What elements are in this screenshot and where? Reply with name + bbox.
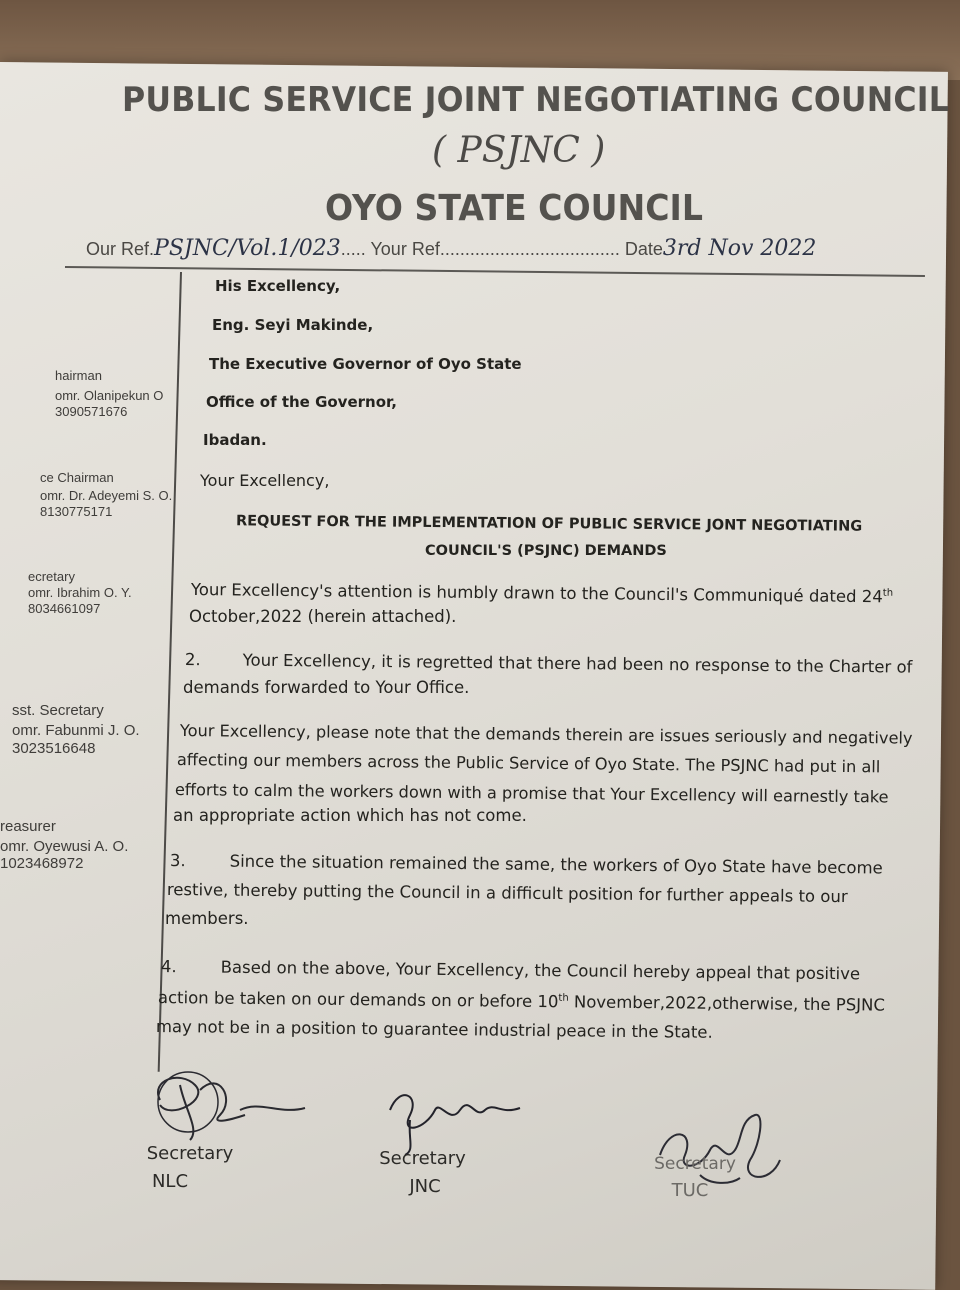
officer-phone: 3090571676 <box>55 404 128 419</box>
subject-line-1: REQUEST FOR THE IMPLEMENTATION OF PUBLIC SERVICE JONT NEGOTIATING <box>235 513 863 535</box>
paragraph-text: November,2022,otherwise, the PSJNC <box>568 992 886 1015</box>
superscript: th <box>882 587 894 599</box>
paragraph-text: Your Excellency, it is regretted that there had been no response to the Charter of <box>242 650 913 677</box>
officer-name: omr. Olanipekun O <box>55 388 164 403</box>
officer-name: omr. Fabunmi J. O. <box>12 722 140 739</box>
paragraph-3-line-1: Your Excellency, please note that the demands therein are issues seriously and negatively <box>179 721 913 748</box>
your-ref-label: ..... Your Ref.................................... Date <box>340 239 663 259</box>
officer-asst-secretary <box>12 702 140 758</box>
paragraph-text: Your Excellency's attention is humbly drawn to the Council's Communiqué dated 24 <box>190 580 883 607</box>
subject-line-2: COUNCIL'S (PSJNC) DEMANDS <box>425 543 667 559</box>
officer-name: omr. Ibrahim O. Y. <box>28 585 132 600</box>
our-ref-value: PSJNC/Vol.1/023 <box>154 236 341 261</box>
officer-secretary <box>28 569 132 617</box>
officer-role: reasurer <box>0 818 56 835</box>
officer-phone: 8130775171 <box>40 504 113 519</box>
officer-name: omr. Oyewusi A. O. <box>0 838 129 855</box>
address-line-2: Eng. Seyi Makinde, <box>212 316 374 334</box>
officer-role: hairman <box>55 368 102 383</box>
our-ref-label: Our Ref. <box>86 239 155 259</box>
signature-jnc-org: JNC <box>409 1176 441 1197</box>
address-line-1: His Excellency, <box>215 277 341 295</box>
paragraph-text: Based on the above, Your Excellency, the Council hereby appeal that positive <box>220 957 861 984</box>
letterhead-council: OYO STATE COUNCIL <box>325 188 703 229</box>
paragraph-4-line-3: members. <box>165 909 249 928</box>
paragraph-5-line-3: may not be in a position to guarantee industrial peace in the State. <box>155 1017 713 1042</box>
signature-tuc-org: TUC <box>671 1180 709 1201</box>
officer-phone: 8034661097 <box>28 601 101 616</box>
signature-nlc-title: Secretary <box>146 1143 234 1164</box>
officer-phone: 1023468972 <box>0 855 84 872</box>
date-value: 3rd Nov 2022 <box>662 236 817 261</box>
address-line-3: The Executive Governor of Oyo State <box>209 355 522 373</box>
paragraph-1-line-2: October,2022 (herein attached). <box>189 607 457 626</box>
signature-jnc-title: Secretary <box>379 1148 466 1169</box>
officer-treasurer <box>0 818 128 872</box>
address-line-4: Office of the Governor, <box>206 393 397 411</box>
signature-nlc-org: NLC <box>151 1171 189 1192</box>
letterhead-abbrev: ( PSJNC ) <box>432 130 606 171</box>
paragraph-3-line-2: affecting our members across the Public Service of Oyo State. The PSJNC had put in all <box>176 750 881 777</box>
reference-line <box>86 236 816 261</box>
paragraph-number: 3. <box>169 851 186 871</box>
officer-phone: 3023516648 <box>12 740 96 757</box>
letterhead-title: PUBLIC SERVICE JOINT NEGOTIATING COUNCIL <box>122 80 950 120</box>
officer-name: omr. Dr. Adeyemi S. O. <box>40 488 173 503</box>
address-line-5: Ibadan. <box>203 431 267 449</box>
officer-chairman <box>55 368 163 420</box>
paragraph-3-line-4: an appropriate action which has not come. <box>173 806 527 825</box>
officer-vice-chairman <box>40 470 172 520</box>
officer-role: ce Chairman <box>40 470 114 485</box>
officer-role: sst. Secretary <box>12 702 104 719</box>
paragraph-number: 4. <box>160 957 177 977</box>
superscript: th <box>558 992 569 1004</box>
paragraph-number: 2. <box>184 650 201 670</box>
paragraph-3-line-3: efforts to calm the workers down with a promise that Your Excellency will earnestly take <box>174 780 889 807</box>
paragraph-text: Since the situation remained the same, the workers of Oyo State have become <box>229 851 883 878</box>
paragraph-text: action be taken on our demands on or before 10 <box>157 988 559 1012</box>
signature-tuc-title: Secretary <box>654 1154 736 1174</box>
paragraph-4-line-2: restive, thereby putting the Council in a difficult position for further appeals to our <box>166 880 848 907</box>
paragraph-2-line-2: demands forwarded to Your Office. <box>183 678 470 697</box>
officer-role: ecretary <box>28 569 75 584</box>
salutation: Your Excellency, <box>200 471 330 490</box>
